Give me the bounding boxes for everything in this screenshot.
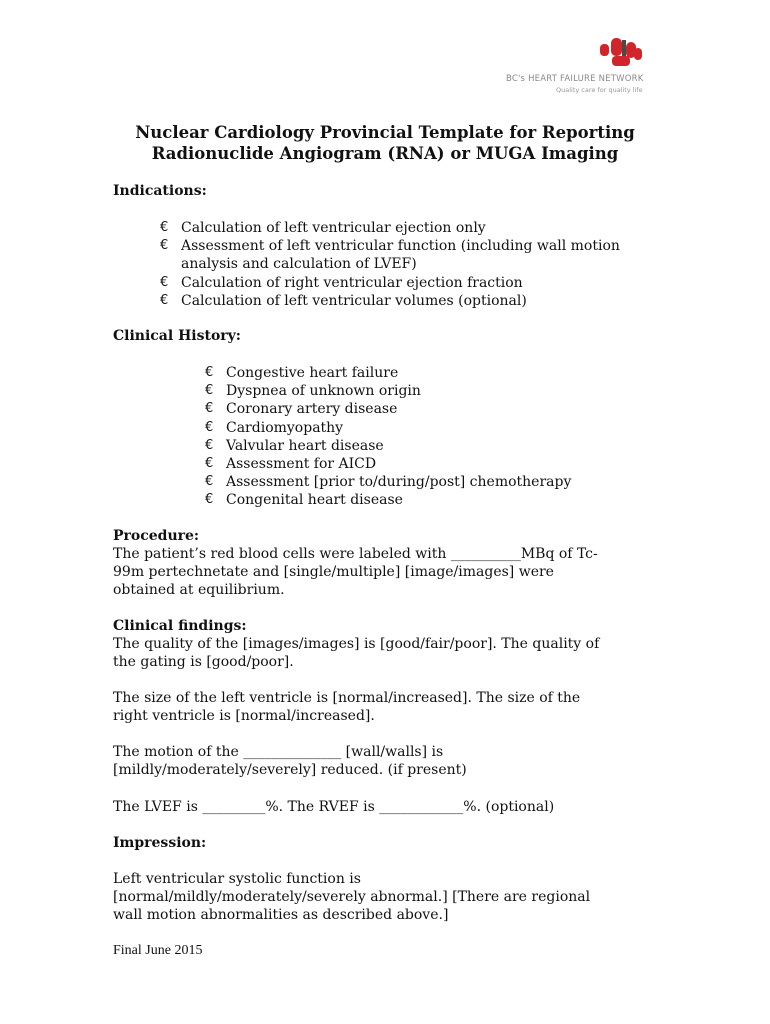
procedure-text: The patient’s red blood cells were labeled with __________MBq of Tc- 99m pertechnetate and [single/multiple] [image/images] were obtained at equilibrium. xyxy=(113,546,598,599)
impression-text: Left ventricular systolic function is [normal/mildly/moderately/severely abnormal.] [There are regional wall motion abnormalities as described above.] xyxy=(113,871,591,924)
clinical-history-heading: Clinical History: xyxy=(113,328,241,344)
clinical-history-list xyxy=(205,364,571,510)
indications-heading: Indications: xyxy=(113,183,207,199)
list-item: € Calculation of left ventricular ejection only xyxy=(160,220,486,236)
document-title xyxy=(0,122,770,164)
impression-heading: Impression: xyxy=(113,835,207,851)
list-item: € Congenital heart disease xyxy=(205,492,403,509)
heart-network-logo-mark xyxy=(598,36,646,72)
list-item: € Assessment for AICD xyxy=(205,456,377,473)
list-item: € Assessment [prior to/during/post] chemotherapy xyxy=(205,474,572,491)
euro-bullet-icon: € xyxy=(160,238,169,254)
euro-bullet-icon: € xyxy=(205,492,214,508)
euro-bullet-icon: € xyxy=(205,437,214,453)
list-item: € Congestive heart failure xyxy=(205,365,399,381)
indications-list xyxy=(160,219,620,310)
euro-bullet-icon: € xyxy=(205,401,214,417)
euro-bullet-icon: € xyxy=(205,419,214,435)
logo-tagline: Quality care for quality life xyxy=(556,86,643,94)
title-line-2: Radionuclide Angiogram (RNA) or MUGA Imaging xyxy=(151,144,619,163)
list-item: € Calculation of right ventricular ejection fraction xyxy=(160,274,523,291)
euro-bullet-icon: € xyxy=(160,220,169,235)
euro-bullet-icon: € xyxy=(205,456,214,472)
list-item: € Assessment of left ventricular function (including wall motion analysis and calculation of LVEF) xyxy=(160,238,620,273)
findings-quality-text: The quality of the [images/images] is [good/fair/poor]. The quality of the gating is [good/poor]. xyxy=(113,636,600,671)
findings-motion-text: The motion of the ______________ [wall/walls] is [mildly/moderately/severely] reduced. (if present) xyxy=(113,744,467,779)
logo-organization-name: BC's HEART FAILURE NETWORK xyxy=(506,74,644,84)
euro-bullet-icon: € xyxy=(160,274,169,290)
clinical-findings-heading: Clinical findings: xyxy=(113,618,247,634)
euro-bullet-icon: € xyxy=(160,292,169,308)
document-footer: Final June 2015 xyxy=(113,943,203,958)
euro-bullet-icon: € xyxy=(205,383,214,399)
title-line-1: Nuclear Cardiology Provincial Template for Reporting xyxy=(135,123,635,142)
procedure-heading: Procedure: xyxy=(113,528,200,544)
list-item: € Cardiomyopathy xyxy=(205,419,344,436)
list-item: € Coronary artery disease xyxy=(205,401,398,418)
organization-logo xyxy=(506,36,646,98)
findings-ejection-fraction-text: The LVEF is _________%. The RVEF is ____________%. (optional) xyxy=(113,799,555,815)
euro-bullet-icon: € xyxy=(205,365,214,380)
list-item: € Dyspnea of unknown origin xyxy=(205,383,421,400)
findings-size-text: The size of the left ventricle is [normal/increased]. The size of the right ventricle is [normal/increased]. xyxy=(113,690,581,725)
euro-bullet-icon: € xyxy=(205,474,214,490)
list-item: € Valvular heart disease xyxy=(205,437,384,454)
list-item: € Calculation of left ventricular volumes (optional) xyxy=(160,292,527,309)
